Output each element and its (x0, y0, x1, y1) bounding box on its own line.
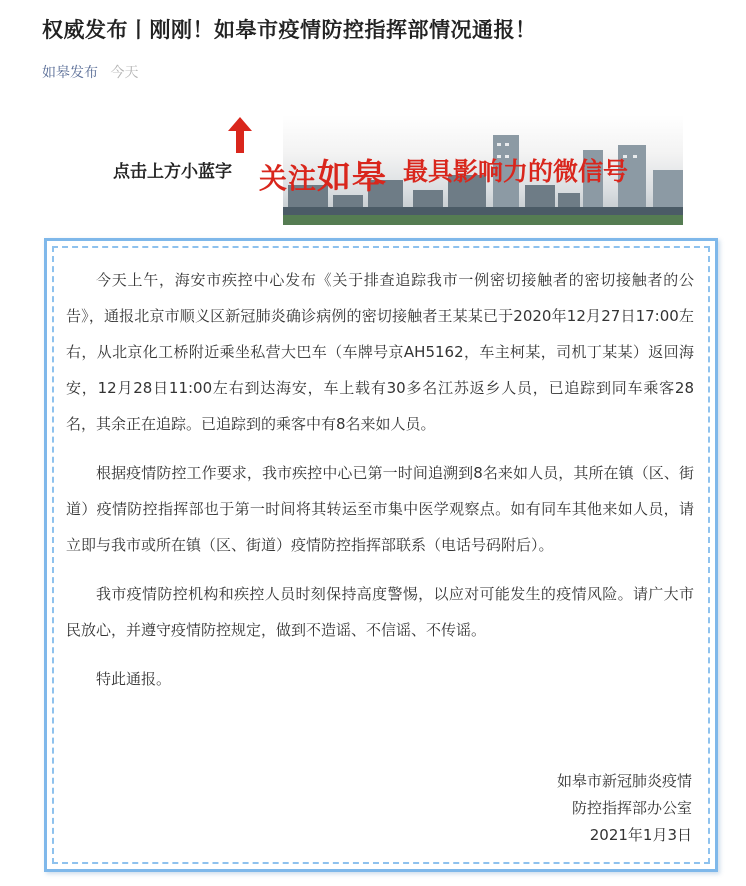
signature-line: 如皋市新冠肺炎疫情 (556, 772, 692, 790)
follow-banner[interactable] (113, 115, 683, 225)
follow-prefix: 关注 (259, 162, 318, 195)
paragraph: 特此通报。 (96, 670, 172, 688)
paragraph: 根据疫情防控工作要求，我市疾控中心已第一时间追溯到8名来如人员，其所在镇（区、街道）疫情防控指挥部也于第一时间将其转运至市集中医学观察点。如有同车其他来如人员，请立即与我市或所在镇（区、街道）疫情防控指挥部联系（电话号码附后）。 (66, 464, 694, 554)
account-link[interactable]: 如皋发布 (42, 65, 98, 81)
click-hint: 点击上方小蓝字 (113, 162, 232, 182)
city-name: 如皋 (317, 157, 388, 197)
article-meta (42, 62, 138, 82)
signature-date: 2021年1月3日 (589, 826, 692, 844)
article-body (66, 262, 694, 710)
signature-block (557, 768, 692, 849)
banner-slogan: 最具影响力的微信号 (403, 157, 629, 186)
publish-date: 今天 (110, 65, 139, 81)
signature-line: 防控指挥部办公室 (571, 799, 692, 817)
follow-label (259, 149, 387, 198)
paragraph: 我市疫情防控机构和疾控人员时刻保持高度警惕，以应对可能发生的疫情风险。请广大市民放心，并遵守疫情防控规定，做到不造谣、不信谣、不传谣。 (66, 585, 694, 639)
paragraph: 今天上午，海安市疾控中心发布《关于排查追踪我市一例密切接触者的密切接触者的公告》，通报北京市顺义区新冠肺炎确诊病例的密切接触者王某某已于2020年12月27日17:00左右，从北京化工桥附近乘坐私营大巴车（车牌号京AH5162，车主柯某，司机丁某某）返回海安，12月28日11:00左右到达海安，车上载有30多名江苏返乡人员，已追踪到同车乘客28名，其余正在追踪。已追踪到的乘客中有8名来如人员。 (66, 271, 694, 433)
up-arrow-icon (225, 115, 255, 155)
article-title: 权威发布丨刚刚！如皋市疫情防控指挥部情况通报！ (42, 18, 537, 42)
